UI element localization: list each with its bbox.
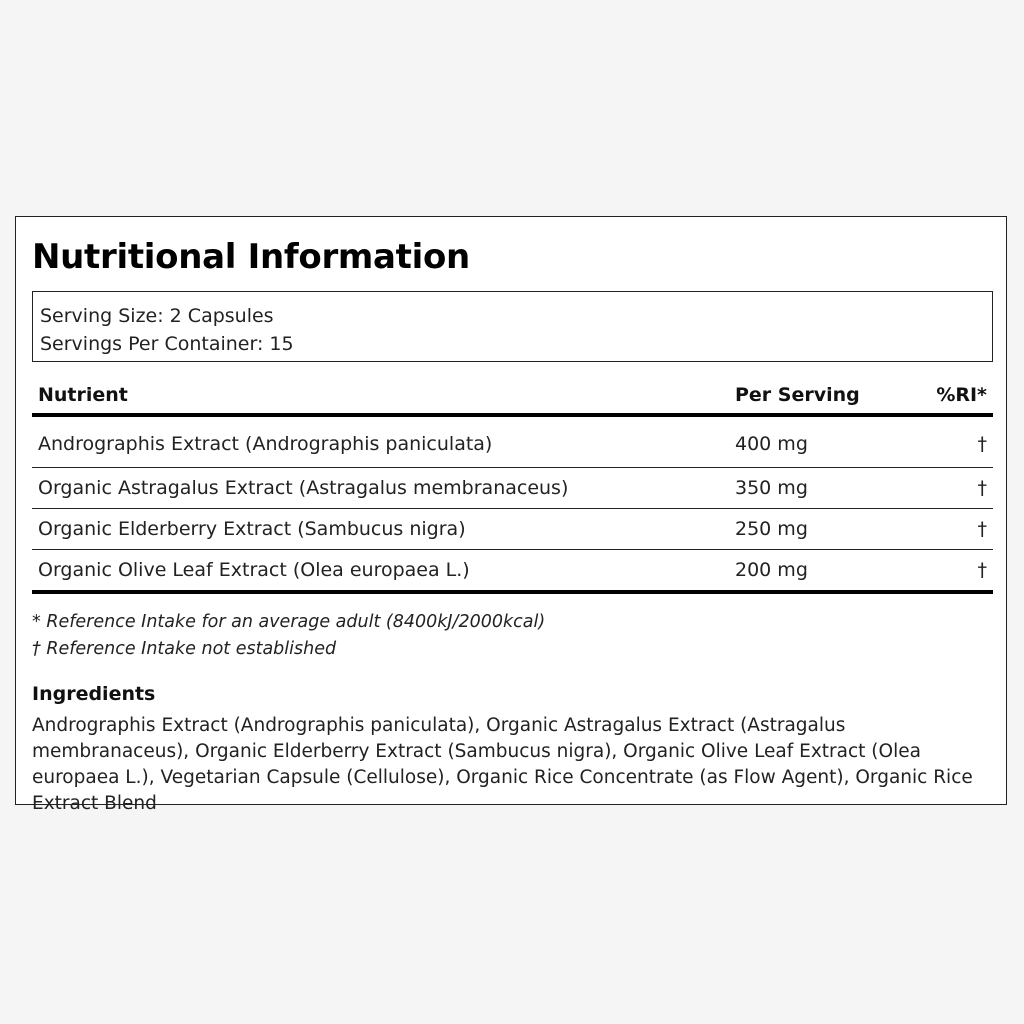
panel-title: Nutritional Information (32, 237, 470, 277)
table-row (32, 468, 993, 509)
footnotes (32, 609, 545, 663)
nutrient-name: Organic Elderberry Extract (Sambucus nigra) (32, 509, 729, 550)
nutrient-ri: † (921, 550, 993, 593)
nutrition-panel (15, 216, 1007, 814)
ingredients-list: Andrographis Extract (Andrographis paniculata), Organic Astragalus Extract (Astragalus membranaceus), Organic Elderberry Extract (Sambucus nigra), Organic Olive Leaf Extract (Olea europaea L.), Vegetarian Capsule (Cellulose), Organic Rice Concentrate (as Flow Agent), Organic Rice Extract Blend (32, 715, 973, 814)
servings-per-container: Servings Per Container: 15 (40, 333, 294, 355)
header-nutrient: Nutrient (32, 377, 729, 415)
header-per-serving: Per Serving (729, 377, 921, 415)
nutrient-name: Andrographis Extract (Andrographis paniculata) (32, 415, 729, 468)
nutrient-name: Organic Olive Leaf Extract (Olea europaea L.) (32, 550, 729, 593)
nutrient-ri: † (921, 468, 993, 509)
table-row (32, 415, 993, 468)
ri-footnote: * Reference Intake for an average adult (8400kJ/2000kcal) (32, 612, 546, 632)
header-ri: %RI* (921, 377, 993, 415)
nutrient-amount: 200 mg (729, 550, 921, 593)
serving-size: Serving Size: 2 Capsules (40, 305, 274, 327)
table-header-row (32, 377, 993, 415)
ingredients-heading: Ingredients (32, 683, 156, 705)
nutrient-amount: 400 mg (729, 415, 921, 468)
nutrient-amount: 250 mg (729, 509, 921, 550)
serving-info-box (32, 291, 993, 362)
dagger-footnote: † Reference Intake not established (32, 639, 337, 659)
nutrient-ri: † (921, 509, 993, 550)
nutrient-amount: 350 mg (729, 468, 921, 509)
nutrient-name: Organic Astragalus Extract (Astragalus membranaceus) (32, 468, 729, 509)
nutrient-ri: † (921, 415, 993, 468)
table-row (32, 509, 993, 550)
table-row (32, 550, 993, 593)
nutrient-table (32, 377, 993, 594)
